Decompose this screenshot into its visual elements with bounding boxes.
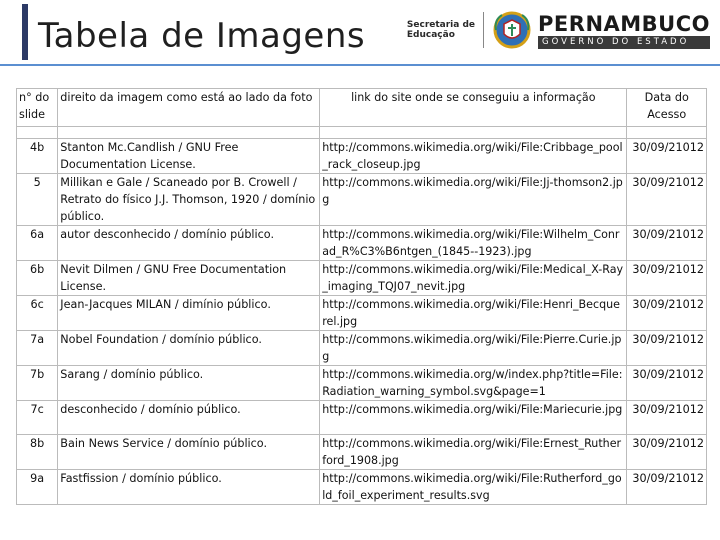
row-slide-number: 5 xyxy=(17,174,58,226)
row-link: http://commons.wikimedia.org/w/index.php?title=File:Radiation_warning_symbol.svg&page=1 xyxy=(320,366,627,401)
brand-name: PERNAMBUCO xyxy=(538,11,710,36)
row-link: http://commons.wikimedia.org/wiki/File:Medical_X-Ray_imaging_TQJ07_nevit.jpg xyxy=(320,261,627,296)
header-slide-number: n° do slide xyxy=(17,89,58,127)
state-emblem-icon xyxy=(492,10,532,50)
row-access-date: 30/09/21012 xyxy=(627,470,707,505)
row-image-rights: Millikan e Gale / Scaneado por B. Crowell / Retrato do físico J.J. Thomson, 1920 / domínio público. xyxy=(58,174,320,226)
row-access-date: 30/09/21012 xyxy=(627,331,707,366)
row-image-rights: Nevit Dilmen / GNU Free Documentation License. xyxy=(58,261,320,296)
row-link: http://commons.wikimedia.org/wiki/File:Wilhelm_Conrad_R%C3%B6ntgen_(1845--1923).jpg xyxy=(320,226,627,261)
row-access-date: 30/09/21012 xyxy=(627,366,707,401)
logos-group xyxy=(407,6,710,54)
table-row xyxy=(17,261,707,296)
row-link: http://commons.wikimedia.org/wiki/File:Henri_Becquerel.jpg xyxy=(320,296,627,331)
row-slide-number: 8b xyxy=(17,435,58,470)
table-row xyxy=(17,435,707,470)
row-slide-number: 7a xyxy=(17,331,58,366)
image-table xyxy=(16,88,707,505)
row-image-rights: Stanton Mc.Candlish / GNU Free Documentation License. xyxy=(58,139,320,174)
row-link: http://commons.wikimedia.org/wiki/File:Pierre.Curie.jpg xyxy=(320,331,627,366)
table-spacer-row xyxy=(17,127,707,139)
row-image-rights: Sarang / domínio público. xyxy=(58,366,320,401)
row-image-rights: Nobel Foundation / domínio público. xyxy=(58,331,320,366)
table-body xyxy=(17,139,707,505)
logo-separator xyxy=(483,12,484,48)
row-slide-number: 6a xyxy=(17,226,58,261)
row-access-date: 30/09/21012 xyxy=(627,139,707,174)
row-slide-number: 6b xyxy=(17,261,58,296)
pernambuco-brand xyxy=(538,12,710,49)
row-image-rights: Bain News Service / domínio público. xyxy=(58,435,320,470)
header-link: link do site onde se conseguiu a informação xyxy=(320,89,627,127)
header-divider xyxy=(0,64,720,66)
row-link: http://commons.wikimedia.org/wiki/File:Mariecurie.jpg xyxy=(320,401,627,435)
row-slide-number: 6c xyxy=(17,296,58,331)
table-header-row xyxy=(17,89,707,127)
row-access-date: 30/09/21012 xyxy=(627,401,707,435)
row-slide-number: 7b xyxy=(17,366,58,401)
secretaria-line1: Secretaria de xyxy=(406,20,476,30)
table-row xyxy=(17,366,707,401)
row-slide-number: 9a xyxy=(17,470,58,505)
secretaria-line2: Educação xyxy=(406,30,455,40)
table-row xyxy=(17,174,707,226)
row-access-date: 30/09/21012 xyxy=(627,435,707,470)
row-image-rights: autor desconhecido / domínio público. xyxy=(58,226,320,261)
slide-header xyxy=(0,0,720,70)
secretaria-logo-text xyxy=(407,20,475,40)
row-access-date: 30/09/21012 xyxy=(627,226,707,261)
row-image-rights: Fastfission / domínio público. xyxy=(58,470,320,505)
table-row xyxy=(17,331,707,366)
table-row xyxy=(17,226,707,261)
row-image-rights: desconhecido / domínio público. xyxy=(58,401,320,435)
row-access-date: 30/09/21012 xyxy=(627,296,707,331)
header-image-rights: direito da imagem como está ao lado da foto xyxy=(58,89,320,127)
table-row xyxy=(17,470,707,505)
row-slide-number: 7c xyxy=(17,401,58,435)
row-image-rights: Jean-Jacques MILAN / dimínio público. xyxy=(58,296,320,331)
table-row xyxy=(17,401,707,435)
row-link: http://commons.wikimedia.org/wiki/File:Rutherford_gold_foil_experiment_results.svg xyxy=(320,470,627,505)
row-link: http://commons.wikimedia.org/wiki/File:Ernest_Rutherford_1908.jpg xyxy=(320,435,627,470)
row-link: http://commons.wikimedia.org/wiki/File:Jj-thomson2.jpg xyxy=(320,174,627,226)
title-accent-bar xyxy=(22,4,28,60)
header-access-date: Data do Acesso xyxy=(627,89,707,127)
row-slide-number: 4b xyxy=(17,139,58,174)
table-row xyxy=(17,139,707,174)
row-link: http://commons.wikimedia.org/wiki/File:Cribbage_pool_rack_closeup.jpg xyxy=(320,139,627,174)
brand-subtitle: GOVERNO DO ESTADO xyxy=(538,36,710,49)
slide-title: Tabela de Imagens xyxy=(38,16,366,56)
row-access-date: 30/09/21012 xyxy=(627,261,707,296)
table-row xyxy=(17,296,707,331)
row-access-date: 30/09/21012 xyxy=(627,174,707,226)
